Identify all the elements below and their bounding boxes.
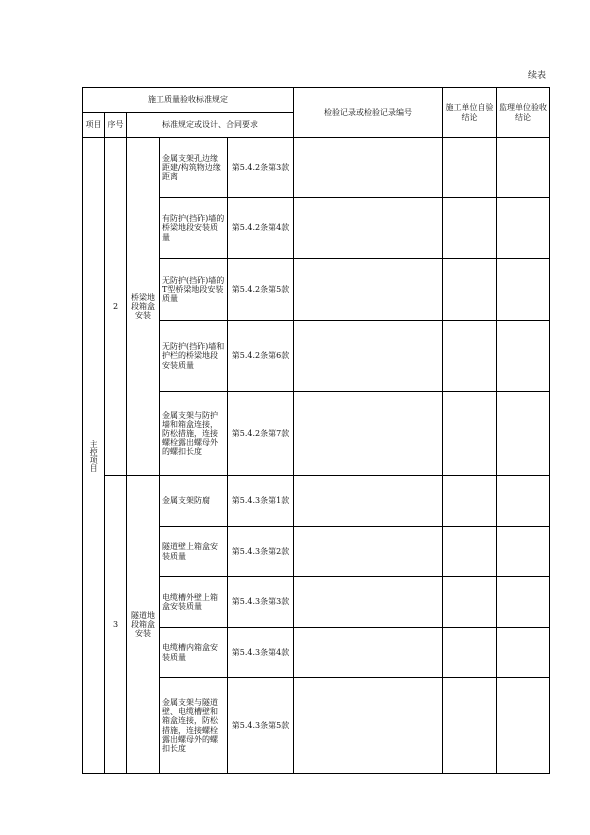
clause-cell: 第5.4.2条第4款 bbox=[228, 198, 294, 259]
supervisor-cell[interactable] bbox=[497, 198, 550, 259]
contractor-cell[interactable] bbox=[443, 577, 497, 628]
clause-cell: 第5.4.2条第3款 bbox=[228, 138, 294, 198]
group-seq: 2 bbox=[105, 138, 127, 476]
clause-cell: 第5.4.3条第3款 bbox=[228, 577, 294, 628]
item-cell: 隧道壁上箱盒安装质量 bbox=[160, 527, 228, 577]
clause-cell: 第5.4.2条第6款 bbox=[228, 321, 294, 392]
record-cell[interactable] bbox=[294, 138, 443, 198]
item-cell: 金属支架防腐 bbox=[160, 476, 228, 527]
contractor-cell[interactable] bbox=[443, 678, 497, 774]
category-label: 主控项目 bbox=[89, 439, 99, 472]
record-cell[interactable] bbox=[294, 392, 443, 476]
record-cell[interactable] bbox=[294, 577, 443, 628]
contractor-cell[interactable] bbox=[443, 476, 497, 527]
category-cell bbox=[83, 138, 105, 774]
continued-label: 续表 bbox=[528, 71, 547, 81]
clause-cell: 第5.4.3条第1款 bbox=[228, 476, 294, 527]
item-cell: 金属支架孔边缘距建/构筑物边缘距离 bbox=[160, 138, 228, 198]
supervisor-cell[interactable] bbox=[497, 628, 550, 678]
table-row bbox=[83, 138, 550, 198]
acceptance-table bbox=[82, 87, 550, 774]
header-seq: 序号 bbox=[105, 113, 127, 138]
header-project: 项目 bbox=[83, 113, 105, 138]
item-cell: 金属支架与防护墙和箱盒连接，防松措施，连接螺栓露出螺母外的螺扣长度 bbox=[160, 392, 228, 476]
item-cell: 无防护(挡砟)墙和护栏的桥梁地段安装质量 bbox=[160, 321, 228, 392]
header-contractor: 施工单位自验结论 bbox=[443, 88, 497, 138]
item-cell: 金属支架与隧道壁、电缆槽壁和箱盒连接，防松措施，连接螺栓露出螺母外的螺扣长度 bbox=[160, 678, 228, 774]
record-cell[interactable] bbox=[294, 628, 443, 678]
item-cell: 电缆槽内箱盒安装质量 bbox=[160, 628, 228, 678]
record-cell[interactable] bbox=[294, 476, 443, 527]
supervisor-cell[interactable] bbox=[497, 678, 550, 774]
group-name: 桥梁地段箱盒安装 bbox=[127, 138, 160, 476]
clause-cell: 第5.4.2条第7款 bbox=[228, 392, 294, 476]
contractor-cell[interactable] bbox=[443, 198, 497, 259]
group-seq: 3 bbox=[105, 476, 127, 774]
supervisor-cell[interactable] bbox=[497, 577, 550, 628]
supervisor-cell[interactable] bbox=[497, 138, 550, 198]
supervisor-cell[interactable] bbox=[497, 259, 550, 321]
record-cell[interactable] bbox=[294, 198, 443, 259]
record-cell[interactable] bbox=[294, 259, 443, 321]
supervisor-cell[interactable] bbox=[497, 527, 550, 577]
supervisor-cell[interactable] bbox=[497, 476, 550, 527]
supervisor-cell[interactable] bbox=[497, 321, 550, 392]
contractor-cell[interactable] bbox=[443, 527, 497, 577]
table-row bbox=[83, 476, 550, 527]
contractor-cell[interactable] bbox=[443, 259, 497, 321]
header-row-1 bbox=[83, 88, 550, 113]
header-standard-group: 施工质量验收标准规定 bbox=[83, 88, 294, 113]
item-cell: 无防护(挡砟)墙的T型桥梁地段安装质量 bbox=[160, 259, 228, 321]
clause-cell: 第5.4.3条第4款 bbox=[228, 628, 294, 678]
contractor-cell[interactable] bbox=[443, 392, 497, 476]
clause-cell: 第5.4.3条第2款 bbox=[228, 527, 294, 577]
clause-cell: 第5.4.2条第5款 bbox=[228, 259, 294, 321]
clause-cell: 第5.4.3条第5款 bbox=[228, 678, 294, 774]
record-cell[interactable] bbox=[294, 678, 443, 774]
group-name: 隧道地段箱盒安装 bbox=[127, 476, 160, 774]
item-cell: 有防护(挡砟)墙的桥梁地段安装质量 bbox=[160, 198, 228, 259]
record-cell[interactable] bbox=[294, 527, 443, 577]
header-supervisor: 监理单位验收结论 bbox=[497, 88, 550, 138]
header-requirement: 标准规定或设计、合同要求 bbox=[127, 113, 294, 138]
contractor-cell[interactable] bbox=[443, 628, 497, 678]
item-cell: 电缆槽外壁上箱盒安装质量 bbox=[160, 577, 228, 628]
supervisor-cell[interactable] bbox=[497, 392, 550, 476]
record-cell[interactable] bbox=[294, 321, 443, 392]
contractor-cell[interactable] bbox=[443, 138, 497, 198]
header-record: 检验记录或检验记录编号 bbox=[294, 88, 443, 138]
contractor-cell[interactable] bbox=[443, 321, 497, 392]
